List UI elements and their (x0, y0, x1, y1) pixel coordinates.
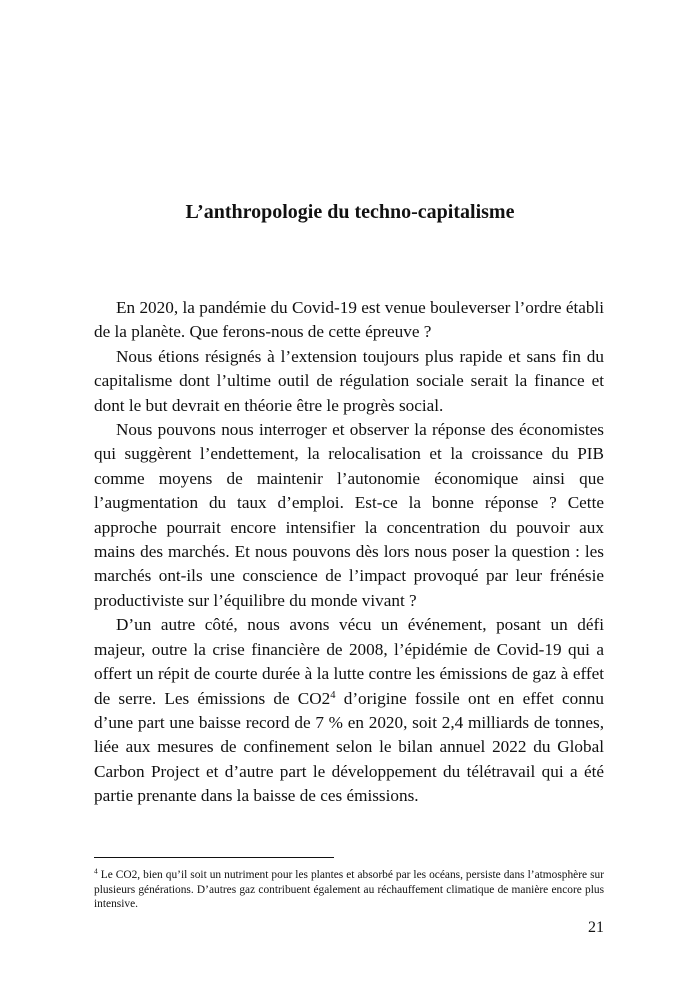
paragraph (94, 613, 604, 808)
chapter-title: L’anthropologie du techno-capitalisme (185, 201, 515, 223)
paragraph: Nous pouvons nous interroger et observer la réponse des économistes qui suggèrent l’endettement, la relocalisation et la croissance du PIB comme moyens de maintenir l’autonomie économique ainsi que l’augmentation du taux d’emploi. Est-ce la bonne réponse ? Cette approche pourrait encore intensifier la concentration du pouvoir aux mains des marchés. Et nous pouvons dès lors nous poser la question : les marchés ont-ils une conscience de l’impact provoqué par leur frénésie productiviste sur l’équilibre du monde vivant ? (94, 420, 604, 610)
footnote-divider (94, 857, 334, 858)
footnote-reference: 4 (330, 689, 336, 701)
paragraph-text: d’origine fossile ont en effet connu d’une part une baisse record de 7 % en 2020, soit 2,4 milliards de tonnes, liée aux mesures de confinement selon le bilan annuel 2022 du Global Carbon Project et d’autre part le développement du télétravail qui a été partie prenante dans la baisse de ces émissions. (94, 688, 604, 806)
footnote-text: Le CO2, bien qu’il soit un nutriment pour les plantes et absorbé par les océans, persiste dans l’atmosphère sur plusieurs générations. D’autres gaz contribuent également au réchauffement climatique de manière encore plus intensive. (94, 869, 604, 911)
body-text (94, 296, 604, 809)
paragraph: En 2020, la pandémie du Covid-19 est venue bouleverser l’ordre établi de la planète. Que ferons-nous de cette épreuve ? (94, 298, 604, 342)
footnote (94, 868, 604, 912)
paragraph-text: D’un autre côté, nous avons vécu un événement, posant un défi majeur, outre la crise financière de 2008, l’épidémie de Covid-19 qui a offert un répit de courte durée à la lutte contre les émissions de gaz à effet de serre. Les émissions de CO2 (94, 615, 604, 708)
page-number: 21 (588, 919, 604, 936)
paragraph: Nous étions résignés à l’extension toujours plus rapide et sans fin du capitalisme dont l’ultime outil de régulation sociale serait la finance et dont le but devrait en théorie être le progrès social. (94, 346, 604, 415)
footnote-marker: 4 (94, 866, 98, 876)
